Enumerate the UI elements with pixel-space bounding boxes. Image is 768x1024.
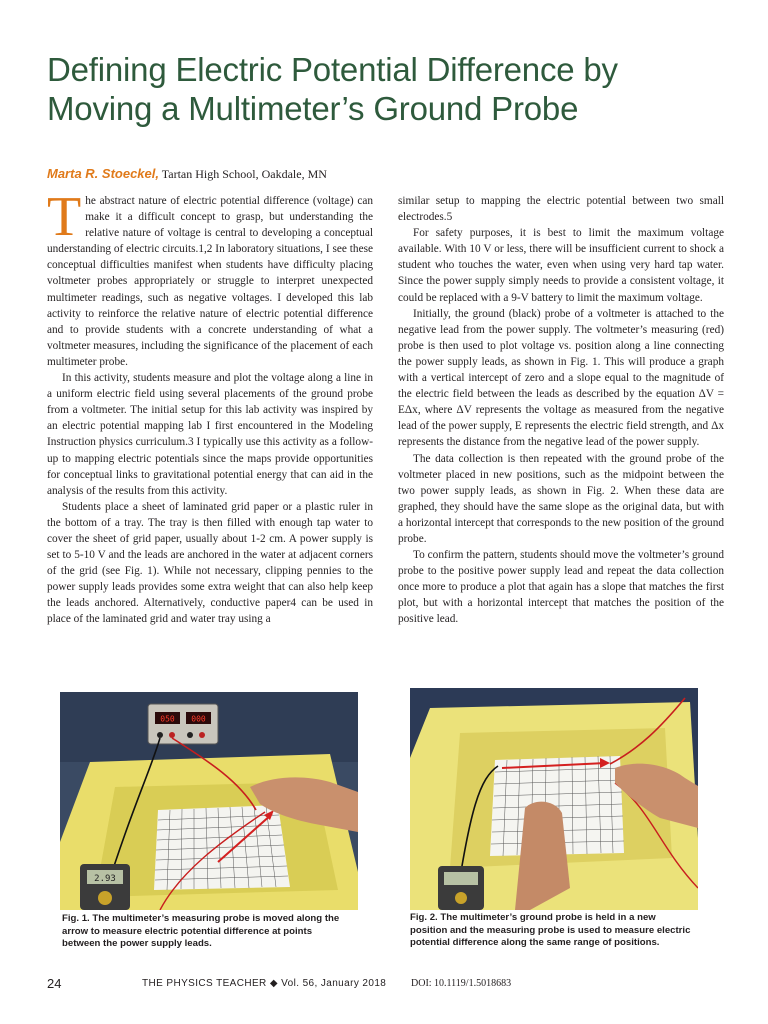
paragraph: similar setup to mapping the electric potential between two small electrodes.5 [398, 195, 724, 224]
paragraph: For safety purposes, it is best to limit the maximum voltage available. With 10 V or less, there will be insufficient current to shock a student who touches the water, even when using very hard tap water. Since the power supply simply needs to provide a consistent voltage, it could be replaced with a 9-V battery to limit the maximum voltage. [398, 227, 724, 304]
left-column [47, 186, 373, 628]
figure-1-photo [60, 692, 358, 910]
paragraph: Students place a sheet of laminated grid paper or a plastic ruler in the bottom of a tray. The tray is then filled with enough tap water to cover the sheet of grid paper, usually about 1-2 cm. A power supply is set to 5-10 V and the leads are anchored in the water at adjacent corners of the grid (see Fig. 1). While not necessary, clipping pennies to the power supply leads provides some extra weight that can also help keep the leads anchored. Alternatively, conductive paper4 can be used in place of the laminated grid and water tray using a [47, 500, 373, 626]
byline [47, 166, 327, 182]
doi: DOI: 10.1119/1.5018683 [411, 978, 512, 989]
page-footer [47, 976, 727, 992]
paragraph: The data collection is then repeated with the ground probe of the voltmeter placed in new positions, such as the midpoint between the two power supply leads, as shown in Fig. 2. When these data are graphed, they should have the same slope as the original data, but with a horizontal intercept that corresponds to the new position of the ground probe. [398, 452, 724, 545]
figure-1-caption: Fig. 1. The multimeter’s measuring probe is moved along the arrow to measure electric potential difference at points between the power supply leads. [62, 913, 340, 950]
supply-display-left: 050 [160, 714, 175, 724]
paragraph: he abstract nature of electric potential difference (voltage) can make it a difficult concept to grasp, but understanding the relative nature of voltage is central to developing a conceptual understanding of electric circuits.1,2 In laboratory situations, I see these conceptual difficulties manifest when students have difficulty placing voltmeter probes appropriately or struggle to interpret unexpected multimeter readings, such as negative voltages. I developed this lab activity to reinforce the relative nature of electric potential difference and to provide students with a concrete understanding of what a voltmeter measures, including the significance of the placement of each multimeter probe. [47, 195, 373, 368]
figure-2-caption: Fig. 2. The multimeter’s ground probe is held in a new position and the measuring probe is used to measure electric potential difference along the same range of positions. [410, 912, 691, 949]
right-column [398, 193, 724, 628]
author-name: Marta R. Stoeckel, [47, 166, 159, 181]
paragraph: In this activity, students measure and plot the voltage along a line in a uniform electric field using several placements of the ground probe from a voltmeter. The initial setup for this lab activity was inspired by an electric potential mapping lab I first encountered in the Modeling Instruction physics curriculum.3 I typically use this activity as a follow-up to mapping electric potentials since the maps provide opportunities for conceptual links to gravitational potential energy that can aid in the analysis of the results from this activity. [47, 372, 373, 497]
paragraph: To confirm the pattern, students should move the voltmeter’s ground probe to the positive power supply lead and repeat the data collection once more to produce a plot that again has a slope that matches the first plot, but with a horizontal intercept that matches the position of the positive lead. [398, 549, 724, 626]
article-title: Defining Electric Potential Difference by Moving a Multimeter’s Ground Probe [47, 51, 618, 127]
supply-display-right: 000 [191, 714, 206, 724]
meter-reading: 2.93 [94, 874, 116, 884]
paragraph: Initially, the ground (black) probe of a voltmeter is attached to the negative lead from the power supply. The voltmeter’s measuring (red) probe is then used to plot voltage vs. position along a line connecting the power supply leads, as shown in Fig. 1. This will produce a graph with a vertical intercept of zero and a slope equal to the magnitude of the electric field between the leads as described by the equation ΔV = EΔx, where ΔV represents the voltage as measured from the negative lead of the power supply, E represents the electric field strength, and Δx represents the distance from the negative lead of the power supply. [398, 307, 724, 449]
page-number: 24 [47, 976, 62, 991]
author-affiliation: Tartan High School, Oakdale, MN [159, 167, 327, 181]
figure-2-photo [410, 688, 698, 910]
journal-info: THE PHYSICS TEACHER ◆ Vol. 56, January 2018 [142, 978, 387, 989]
drop-cap: T [47, 186, 82, 248]
